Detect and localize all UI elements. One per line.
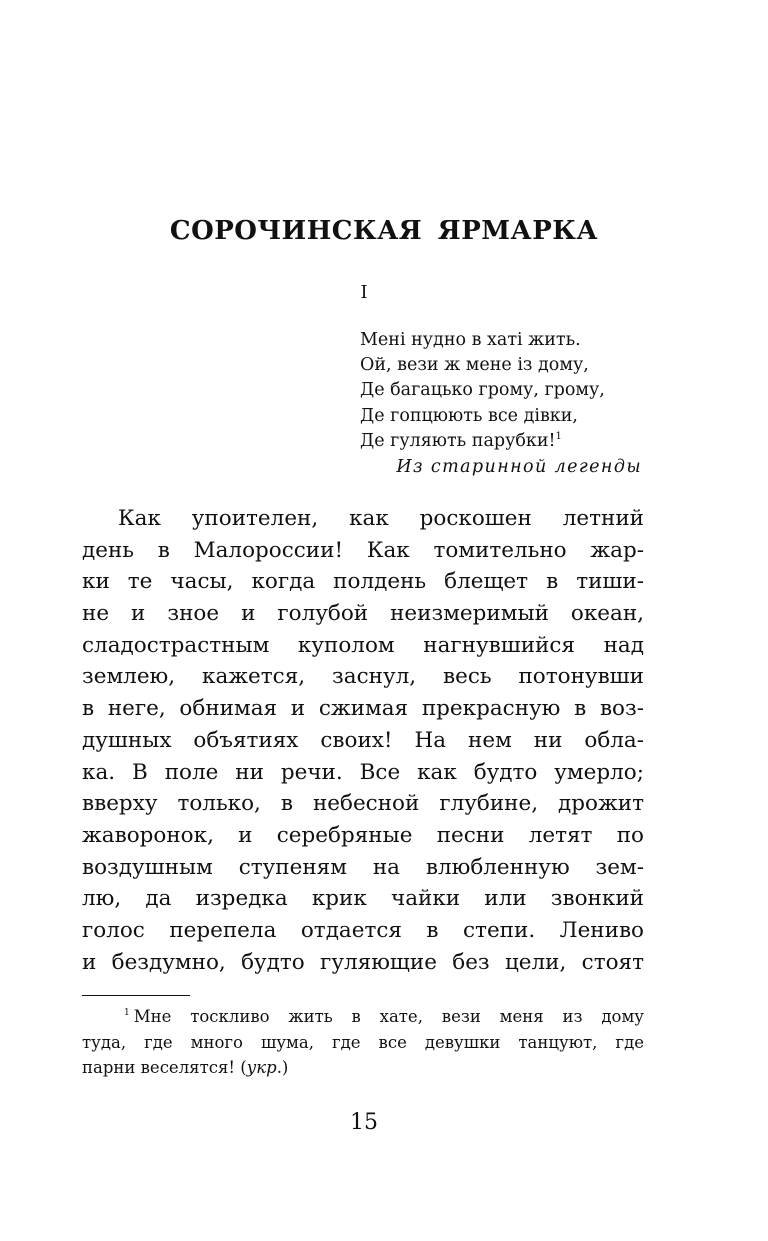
page-number: 15 [350,1110,378,1135]
text-line: в неге, обнимая и сжимая прекрасную в воз- [82,696,644,722]
footnote-text: парни веселятся! [82,1058,235,1077]
epigraph [360,328,650,480]
text-line: ка. В поле ни речи. Все как будто умерло; [82,759,644,785]
text-line: день в Малороссии! Как томительно жар- [82,537,644,563]
text-line: вверху только, в небесной глубине, дрожит [82,791,644,817]
text-line: не и зное и голубой неизмеримый океан, [82,601,644,627]
footnote [82,1004,644,1081]
footnote-number: 1 [124,1008,130,1018]
epigraph-line: Де багацько грому, грому, [360,380,605,401]
footnote-language-abbr: укр [246,1058,277,1077]
body-paragraph [82,503,644,978]
epigraph-line-last [360,429,650,454]
text-line: душных объятиях своих! На нем ни обла- [82,727,644,753]
footnote-text: Мне тоскливо жить в хате, вези меня из дому [133,1007,644,1026]
text-line: лю, да изредка крик чайки или звонкий [82,886,644,912]
text-line: сладострастным куполом нагнувшийся над [82,632,644,658]
footnote-paren-open: ( [235,1058,247,1077]
text-line: Как упоителен, как роскошен летний [118,506,644,531]
epigraph-line-text: Де гуляють парубки! [360,430,556,451]
chapter-title: СОРОЧИНСКАЯ ЯРМАРКА [169,216,599,246]
text-line: жаворонок, и серебряные песни летят по [82,822,644,848]
text-line: воздушным ступеням на влюбленную зем- [82,854,644,880]
epigraph-line: Ой, вези ж мене із дому, [360,355,589,376]
text-line: ки те часы, когда полдень блещет в тиши- [82,569,644,595]
footnote-line [82,1004,644,1030]
epigraph-line: Мені нудно в хаті жить. [360,330,581,350]
footnote-paren-close: .) [276,1058,289,1077]
footnote-marker: 1 [555,430,562,442]
footnote-line [82,1055,644,1081]
footnote-divider [82,995,190,996]
text-line: голос перепела отдается в степи. Лениво [82,917,644,943]
epigraph-line: Де гопцюють все дівки, [360,405,578,426]
chapter-number: I [360,282,368,303]
text-line: и бездумно, будто гуляющие без цели, стоят [82,949,644,975]
footnote-line: туда, где много шума, где все девушки танцуют, где [82,1032,644,1052]
text-line: землею, кажется, заснул, весь потонувши [82,664,644,690]
epigraph-source: Из старинной легенды [396,457,642,478]
